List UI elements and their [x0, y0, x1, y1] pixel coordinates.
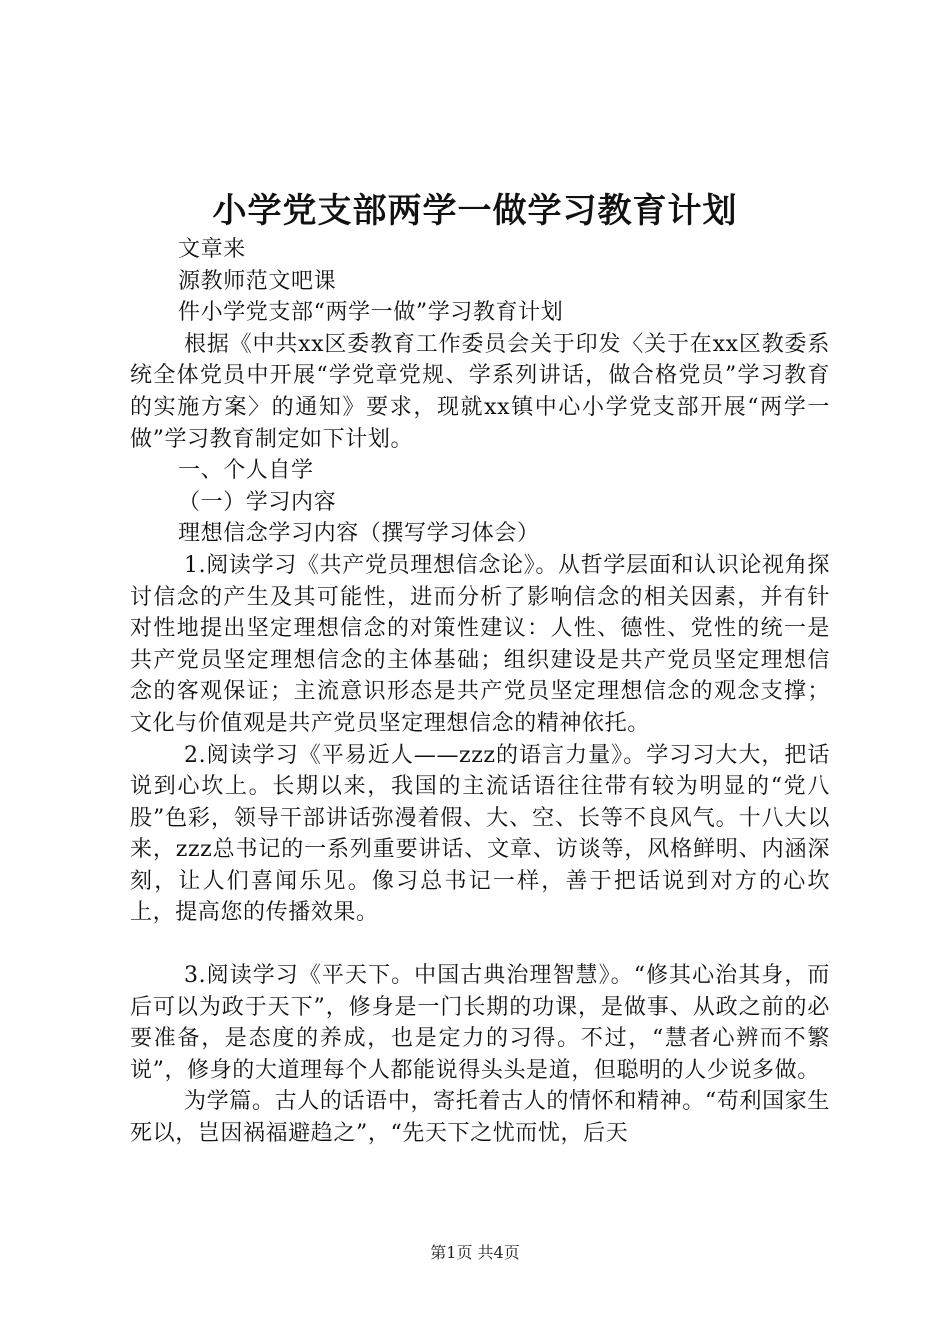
paragraph-source-line-2: 源教师范文吧课	[178, 268, 337, 294]
subsection-heading: （一）学习内容	[178, 489, 337, 515]
paragraph-item-1: 1.阅读学习《共产党员理想信念论》。从哲学层面和认识论视角探讨信念的产生及其可能性，进而分析了影响信念的相关因素，并有针对性地提出坚定理想信念的对策性建议：人性、德性、党性的统一是共产党员坚定理想信念的主体基础；组织建设是共产党员坚定理想信念的客观保证；主流意识形态是共产党员坚定理想信念的观念支撑；文化与价值观是共产党员坚定理想信念的精神依托。	[130, 552, 830, 736]
paragraph-source-line-3: 件小学党支部“两学一做”学习教育计划	[178, 300, 564, 326]
paragraph-item-2: 2.阅读学习《平易近人——zzz的语言力量》。学习习大大，把话说到心坎上。长期以来，我国的主流话语往往带有较为明显的“党八股”色彩，领导干部讲话弥漫着假、大、空、长等不良风气。十八大以来，zzz总书记的一系列重要讲话、文章、访谈等，风格鲜明、内涵深刻，让人们喜闻乐见。像习总书记一样，善于把话说到对方的心坎上，提高您的传播效果。	[130, 742, 830, 926]
paragraph-spacer	[130, 929, 830, 960]
content-heading: 理想信念学习内容（撰写学习体会）	[178, 521, 540, 547]
paragraph-source-line-1: 文章来	[178, 237, 246, 262]
paragraph-study-section: 为学篇。古人的话语中，寄托着古人的情怀和精神。“苟利国家生死以，岂因祸福避趋之”，“先天下之忧而忧，后天	[130, 1089, 830, 1147]
document-title: 小学党支部两学一做学习教育计划	[212, 191, 738, 231]
document-body	[130, 234, 830, 1150]
paragraph-intro: 根据《中共xx区委教育工作委员会关于印发〈关于在xx区教委系统全体党员中开展“学党章党规、学系列讲话，做合格党员”学习教育的实施方案〉的通知》要求，现就xx镇中心小学党支部开展“两学一做”学习教育制定如下计划。	[130, 331, 830, 452]
paragraph-item-3: 3.阅读学习《平天下。中国古典治理智慧》。“修其心治其身，而后可以为政于天下”，修身是一门长期的功课，是做事、从政之前的必要准备，是态度的养成，也是定力的习得。不过，“慧者心辨而不繁说”，修身的大道理每个人都能说得头头是道，但聪明的人少说多做。	[130, 963, 830, 1083]
section-heading: 一、个人自学	[178, 458, 314, 484]
page-number-footer: 第1页 共4页	[430, 1243, 520, 1262]
